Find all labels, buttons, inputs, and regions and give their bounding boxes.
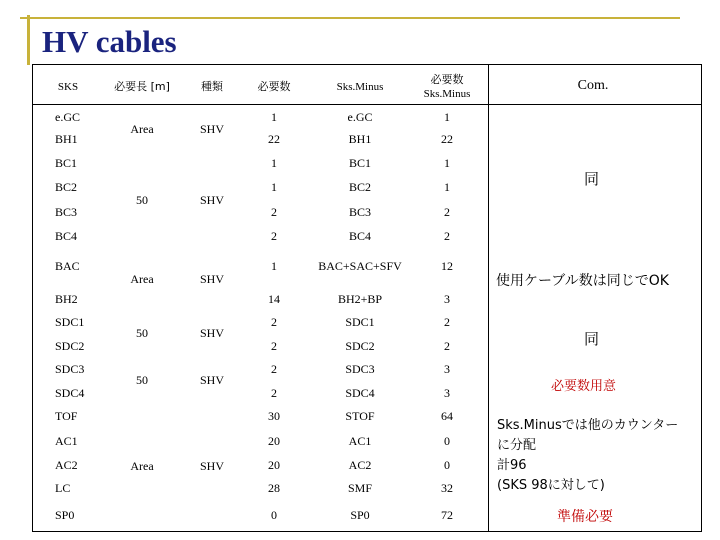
comment-sksminus-note-line2: に分配: [497, 438, 537, 453]
row-count: 2: [271, 362, 277, 376]
row-sksminus-count: 0: [444, 434, 450, 448]
row-sksminus-name: BC2: [348, 180, 372, 194]
row-sksminus-name: SDC2: [345, 339, 375, 353]
row-sks-name: AC2: [55, 458, 78, 472]
header-length: 必要長 [m]: [114, 80, 170, 93]
row-sksminus-name: AC1: [348, 434, 372, 448]
row-sksminus-count: 2: [444, 229, 450, 243]
row-sks-name: SP0: [55, 508, 75, 522]
row-count: 1: [271, 180, 277, 194]
comment-same-1: 同: [584, 170, 600, 188]
row-sks-name: AC1: [55, 434, 78, 448]
group-length: 50: [136, 193, 148, 207]
row-sksminus-name: SDC4: [345, 386, 375, 400]
row-sksminus-count: 0: [444, 458, 450, 472]
group-length: 50: [136, 326, 148, 340]
row-sks-name: BC3: [55, 205, 78, 219]
header-comment: Com.: [577, 78, 609, 93]
comment-sksminus-note-line4: (SKS 98に対して): [497, 478, 605, 493]
row-sks-name: BC2: [55, 180, 78, 194]
table-header-divider: [32, 104, 702, 105]
row-count: 30: [268, 409, 280, 423]
row-count: 2: [271, 386, 277, 400]
row-sksminus-count: 72: [441, 508, 453, 522]
group-type: SHV: [199, 326, 225, 340]
row-count: 1: [271, 156, 277, 170]
row-sksminus-name: SDC1: [345, 315, 375, 329]
row-sksminus-count: 2: [444, 315, 450, 329]
row-sks-name: e.GC: [55, 110, 80, 124]
row-sks-name: SDC4: [55, 386, 85, 400]
group-type: SHV: [199, 122, 225, 136]
header-count-sksminus-line1: 必要数: [430, 73, 464, 86]
row-sksminus-name: AC2: [348, 458, 372, 472]
title-accent-vertical-line: [27, 15, 30, 65]
row-sks-name: BH2: [55, 292, 78, 306]
row-count: 2: [271, 315, 277, 329]
row-sksminus-count: 32: [441, 481, 453, 495]
row-sksminus-name: SP0: [350, 508, 370, 522]
row-sksminus-count: 2: [444, 339, 450, 353]
row-sksminus-name: BC1: [348, 156, 372, 170]
comment-prep-needed: 準備必要: [557, 509, 613, 525]
comment-sksminus-note-line3: 計96: [497, 458, 527, 473]
row-sks-name: LC: [55, 481, 71, 495]
group-length: Area: [130, 122, 154, 136]
row-sksminus-name: BC3: [348, 205, 372, 219]
row-sks-name: BC4: [55, 229, 78, 243]
row-sksminus-count: 1: [444, 156, 450, 170]
group-length: Area: [130, 272, 154, 286]
row-sksminus-count: 2: [444, 205, 450, 219]
group-length: 50: [136, 373, 148, 387]
row-sksminus-count: 64: [441, 409, 453, 423]
header-count: 必要数: [257, 80, 291, 93]
row-sksminus-name: e.GC: [347, 110, 373, 124]
row-count: 2: [271, 229, 277, 243]
group-type: SHV: [199, 459, 225, 473]
comment-same-cable-count: 使用ケーブル数は同じでOK: [496, 273, 669, 289]
title-accent-horizontal-line: [20, 17, 680, 19]
row-sksminus-name: BH1: [348, 132, 372, 146]
group-length: Area: [130, 459, 154, 473]
slide-title: HV cables: [42, 24, 177, 59]
comment-same-2: 同: [584, 330, 600, 348]
row-sksminus-name: SDC3: [345, 362, 375, 376]
header-type: 種類: [201, 80, 223, 93]
row-count: 22: [268, 132, 280, 146]
header-sksminus: Sks.Minus: [336, 81, 384, 93]
row-count: 2: [271, 339, 277, 353]
row-sks-name: BAC: [55, 259, 80, 273]
group-type: SHV: [199, 373, 225, 387]
comment-column-divider: [488, 64, 489, 532]
row-sks-name: TOF: [55, 409, 78, 423]
row-count: 14: [268, 292, 280, 306]
row-sksminus-count: 3: [444, 386, 450, 400]
row-sksminus-count: 3: [444, 362, 450, 376]
row-sksminus-count: 12: [441, 259, 453, 273]
header-count-sksminus-line2: Sks.Minus: [423, 88, 471, 100]
row-count: 20: [268, 458, 280, 472]
row-sksminus-name: BAC+SAC+SFV: [318, 259, 402, 273]
row-sksminus-count: 3: [444, 292, 450, 306]
row-sksminus-count: 22: [441, 132, 453, 146]
group-type: SHV: [199, 272, 225, 286]
row-sksminus-count: 1: [444, 110, 450, 124]
group-type: SHV: [199, 193, 225, 207]
row-count: 28: [268, 481, 280, 495]
row-sksminus-name: BC4: [348, 229, 372, 243]
row-count: 2: [271, 205, 277, 219]
row-count: 1: [271, 110, 277, 124]
row-sks-name: SDC3: [55, 362, 85, 376]
row-count: 1: [271, 259, 277, 273]
row-count: 20: [268, 434, 280, 448]
row-sksminus-name: SMF: [347, 481, 373, 495]
row-sksminus-count: 1: [444, 180, 450, 194]
row-sks-name: SDC2: [55, 339, 85, 353]
row-sksminus-name: STOF: [345, 409, 375, 423]
row-sksminus-name: BH2+BP: [337, 292, 383, 306]
comment-extra-needed: 必要数用意: [551, 379, 617, 394]
row-count: 0: [271, 508, 277, 522]
row-sks-name: SDC1: [55, 315, 85, 329]
row-sks-name: BC1: [55, 156, 78, 170]
row-sks-name: BH1: [55, 132, 78, 146]
header-sks: SKS: [57, 81, 79, 93]
comment-sksminus-note-line1: Sks.Minusでは他のカウンター: [497, 418, 679, 433]
